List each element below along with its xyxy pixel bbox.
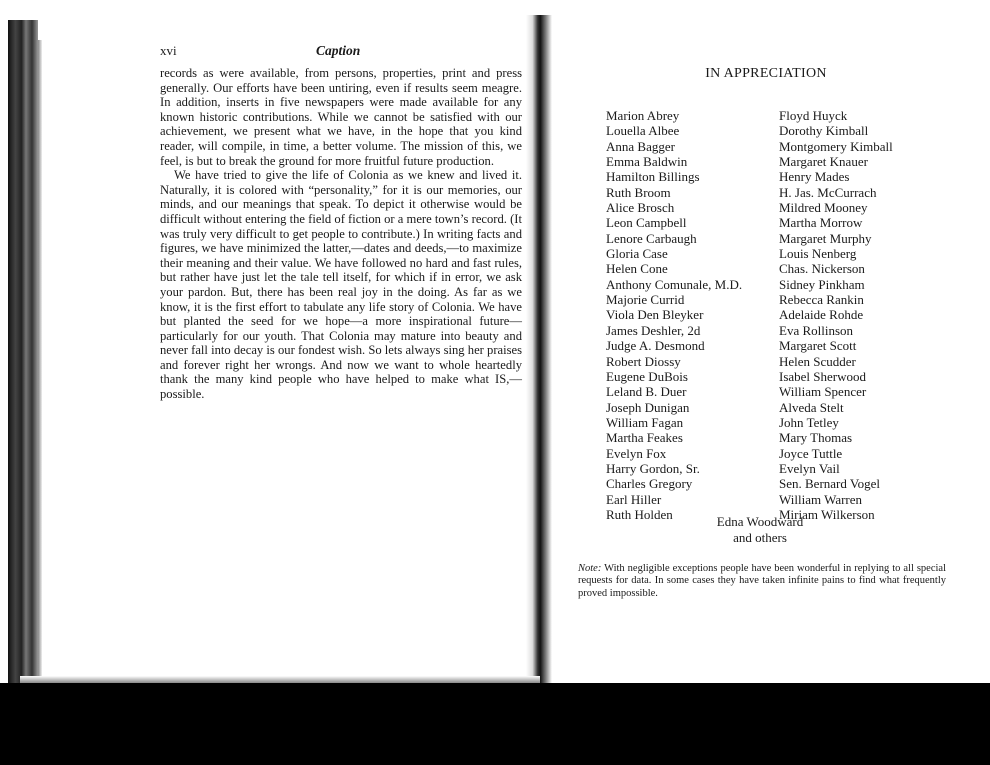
note-text: With negligible exceptions people have been wonderful in replying to all special requests for data. In some cases they have taken infinite pains to find what frequently proved impossible. [578,563,946,599]
name-entry: Anthony Comunale, M.D. [606,276,743,292]
name-entry: Alveda Stelt [779,399,844,415]
name-entry: William Spencer [779,384,867,400]
running-title: Caption [316,43,361,58]
name-entry: Helen Cone [606,261,668,277]
name-entry: Margaret Knauer [779,154,868,170]
book-gutter [526,15,552,685]
page-number: xvi [160,43,177,58]
running-head [160,44,522,62]
name-entry: Evelyn Vail [779,460,840,476]
name-entry: Dorothy Kimball [779,123,869,139]
name-entry: Gloria Case [606,246,668,262]
name-entry: Rebecca Rankin [779,292,864,308]
name-entry: H. Jas. McCurrach [779,184,877,200]
name-entry: John Tetley [779,414,839,430]
name-entry: Eugene DuBois [606,368,688,384]
name-entry: Sen. Bernard Vogel [779,476,880,492]
left-page-edge [38,40,42,690]
closing-name: Edna Woodward [716,514,804,529]
name-entry: Mildred Mooney [779,200,868,216]
name-entry: Sidney Pinkham [779,276,865,292]
name-entry: Martha Morrow [779,215,863,231]
name-entry: Leon Campbell [606,215,687,231]
name-entry: Viola Den Bleyker [606,307,704,323]
name-entry: Mary Thomas [779,430,853,446]
name-entry: Lenore Carbaugh [606,230,697,246]
body-paragraph: records as were available, from persons, properties, print and press generally. Our efforts have been untiring, even if results seem meagre. In addition, inserts in five newspapers were made available for any known historic contributions. While we cannot be satisfied with our achievement, we present what we have, in the hope that you kind reader, will compile, in time, a better volume. The mission of this, we feel, is but to break the ground for more fruitful future production. [160,66,522,168]
scan-bottom-shadow [0,683,990,765]
name-entry: Margaret Scott [779,338,857,354]
name-entry: Louella Albee [606,123,680,139]
name-entry: Judge A. Desmond [606,338,705,354]
name-entry: Alice Brosch [606,200,675,216]
name-entry: William Warren [779,491,863,507]
left-page [160,44,522,402]
closing-others: and others [733,529,787,545]
name-entry: Evelyn Fox [606,445,667,461]
scan-top-margin [0,0,990,22]
name-entry: Adelaide Rohde [779,307,864,323]
footnote [578,563,946,600]
name-entry: Majorie Currid [606,292,685,308]
name-entry: Ruth Broom [606,184,671,200]
name-entry: Eva Rollinson [779,322,854,338]
name-entry: Ruth Holden [606,506,673,522]
name-entry: Hamilton Billings [606,169,700,185]
names-column-right [779,108,893,522]
name-entry: Chas. Nickerson [779,261,865,277]
name-entry: Floyd Huyck [779,108,848,123]
name-entry: Joseph Dunigan [606,399,690,415]
appreciation-heading: IN APPRECIATION [705,66,827,81]
left-binding-shadow [8,20,38,700]
name-entry: Margaret Murphy [779,230,872,246]
names-column-left [606,108,742,522]
name-entry: Earl Hiller [606,491,662,507]
name-entry: Marion Abrey [606,108,680,123]
name-entry: Joyce Tuttle [779,445,843,461]
name-entry: Charles Gregory [606,476,693,492]
name-entry: William Fagan [606,414,684,430]
note-label: Note: [578,563,602,574]
right-page [560,66,970,600]
name-entry: Henry Mades [779,169,850,185]
body-paragraph: We have tried to give the life of Colonia as we knew and lived it. Naturally, it is colored with “personality,” for it is our memories, our minds, and our meanings that speak. To depict it otherwise would be difficult without entering the field of fiction or a mere town’s record. (It was truly very difficult to get people to contribute.) In writing facts and figures, we have minimized the latter,—dates and deeds,—to maximize their meaning and their value. We have followed no hard and fast rules, but rather have just let the tale tell itself, for which if in error, we ask your pardon. But, there has been real joy in the doing. As far as we know, it is the first effort to tabulate any life story of Colonia. We have but planted the seed for we hope—a more inspirational future—particularly for our youth. That Colonia may mature into beauty and never fall into decay is our fondest wish. So lets always sing her praises and forever right her wrongs. And now we want to whole heartedly thank the many kind people who have helped to make what IS,—possible. [160,168,522,402]
name-entry: Miriam Wilkerson [779,506,875,522]
name-entry: James Deshler, 2d [606,322,701,338]
name-entry: Anna Bagger [606,138,675,154]
name-entry: Leland B. Duer [606,384,687,400]
name-entry: Isabel Sherwood [779,368,867,384]
name-entry: Montgomery Kimball [779,138,893,154]
name-entry: Robert Diossy [606,353,681,369]
name-entry: Louis Nenberg [779,246,857,262]
name-entry: Helen Scudder [779,353,856,369]
name-entry: Martha Feakes [606,430,683,446]
name-entry: Harry Gordon, Sr. [606,460,700,476]
name-entry: Emma Baldwin [606,154,688,170]
